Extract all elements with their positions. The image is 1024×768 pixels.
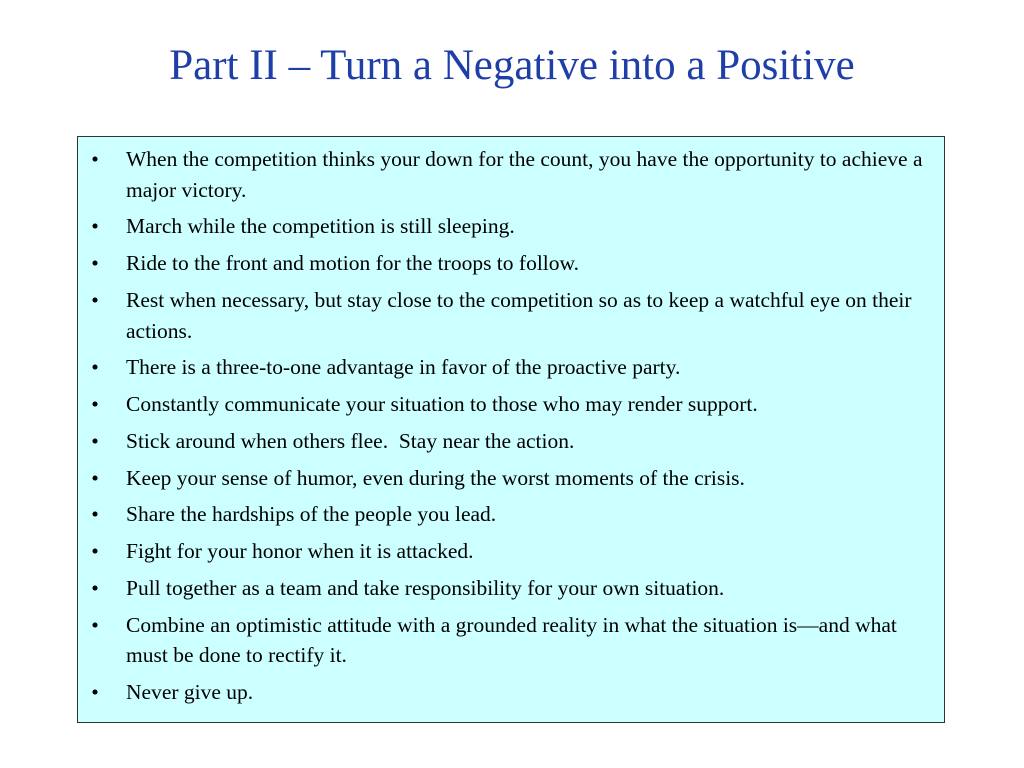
list-item [78, 285, 944, 346]
list-item [78, 463, 944, 494]
bullet-text: Constantly communicate your situation to those who may render support. [126, 392, 758, 417]
bullet-icon: • [91, 214, 99, 239]
bullet-icon: • [91, 428, 99, 453]
bullet-text: March while the competition is still sleeping. [126, 214, 515, 239]
bullet-icon: • [91, 287, 99, 312]
bullet-text: Never give up. [126, 680, 254, 705]
bullet-icon: • [91, 612, 99, 637]
bullet-icon: • [91, 392, 99, 417]
list-item [78, 352, 944, 383]
bullet-icon: • [91, 502, 99, 527]
bullet-text: Ride to the front and motion for the troops to follow. [126, 251, 580, 276]
slide-title: Part II – Turn a Negative into a Positive [169, 42, 855, 89]
bullet-icon: • [91, 465, 99, 490]
list-item [78, 536, 944, 567]
bullet-text: Combine an optimistic attitude with a grounded reality in what the situation is—and what must be done to rectify it. [126, 612, 897, 668]
list-item [78, 499, 944, 530]
bullet-text: Fight for your honor when it is attacked. [126, 539, 474, 564]
bullet-text: When the competition thinks your down for the count, you have the opportunity to achieve a major victory. [126, 147, 923, 202]
list-item [78, 389, 944, 420]
list-item [78, 211, 944, 242]
list-item [78, 677, 944, 708]
bullet-icon: • [91, 251, 99, 276]
bullet-text: Rest when necessary, but stay close to the competition so as to keep a watchful eye on their actions. [126, 287, 912, 343]
list-item [78, 573, 944, 604]
bullet-text: Keep your sense of humor, even during the worst moments of the crisis. [126, 465, 745, 490]
list-item [78, 426, 944, 457]
bullet-icon: • [91, 576, 99, 600]
bullet-icon: • [91, 355, 99, 380]
bullet-text: There is a three-to-one advantage in favor of the proactive party. [126, 355, 681, 380]
bullet-icon: • [91, 147, 99, 171]
list-item [78, 248, 944, 279]
bullet-text: Share the hardships of the people you lead. [126, 502, 497, 527]
list-item [78, 144, 944, 205]
list-item [78, 610, 944, 671]
bullet-text: Stick around when others flee. Stay near the action. [126, 428, 575, 453]
bullet-icon: • [91, 680, 99, 705]
bullet-icon: • [91, 539, 99, 564]
bullet-text: Pull together as a team and take responsibility for your own situation. [126, 576, 725, 600]
bullet-box [77, 136, 945, 723]
bullet-list [78, 144, 944, 714]
